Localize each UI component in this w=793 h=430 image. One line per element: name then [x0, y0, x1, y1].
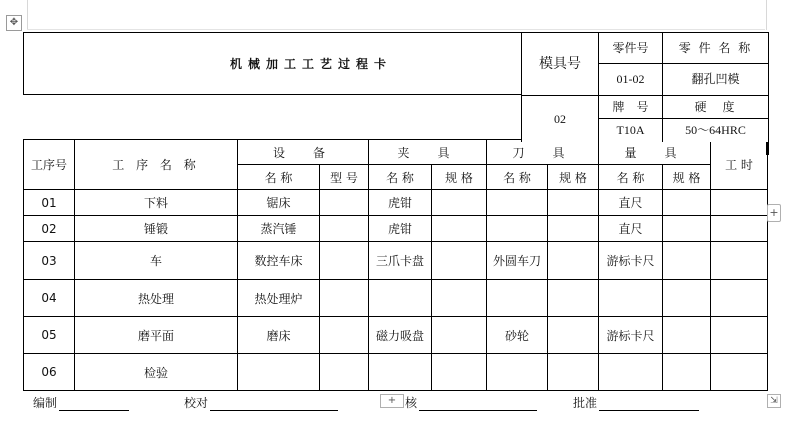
part-no-label[interactable]: 零件号: [599, 33, 663, 64]
row-name[interactable]: 下料: [75, 190, 238, 216]
row-tool-name[interactable]: 砂轮: [487, 317, 548, 354]
col-equip-model[interactable]: 型 号: [320, 165, 369, 190]
row-tool-spec[interactable]: [548, 280, 599, 317]
col-hours[interactable]: 工 时: [711, 140, 768, 190]
row-hours[interactable]: [711, 317, 768, 354]
row-hours[interactable]: [711, 242, 768, 280]
row-fixture-name[interactable]: 虎钳: [369, 190, 432, 216]
card-title[interactable]: 机械加工工艺过程卡: [24, 33, 599, 95]
row-gauge-name[interactable]: [599, 280, 663, 317]
row-fixture-name[interactable]: [369, 280, 432, 317]
material-value[interactable]: T10A: [599, 119, 663, 142]
row-tool-name[interactable]: [487, 280, 548, 317]
row-hours[interactable]: [711, 190, 768, 216]
row-equip-name[interactable]: 锯床: [238, 190, 320, 216]
row-gauge-name[interactable]: 直尺: [599, 216, 663, 242]
row-tool-spec[interactable]: [548, 216, 599, 242]
row-equip-name[interactable]: 热处理炉: [238, 280, 320, 317]
row-equip-name[interactable]: 蒸汽锤: [238, 216, 320, 242]
row-fixture-name[interactable]: 三爪卡盘: [369, 242, 432, 280]
hardness-value[interactable]: 50～64HRC: [685, 123, 746, 137]
row-no[interactable]: 06: [24, 354, 75, 391]
row-no[interactable]: 02: [24, 216, 75, 242]
row-tool-name[interactable]: [487, 190, 548, 216]
col-equip-name[interactable]: 名 称: [238, 165, 320, 190]
mold-no-label[interactable]: 模具号: [522, 33, 599, 96]
row-equip-model[interactable]: [320, 280, 369, 317]
col-process-no[interactable]: 工序号: [24, 140, 75, 190]
row-hours[interactable]: [711, 354, 768, 391]
part-name-label[interactable]: 零 件 名 称: [663, 33, 768, 64]
header-grid: [521, 32, 769, 142]
row-equip-name[interactable]: 磨床: [238, 317, 320, 354]
row-tool-name[interactable]: [487, 216, 548, 242]
part-no-value[interactable]: 01-02: [599, 64, 663, 96]
row-fixture-spec[interactable]: [432, 280, 487, 317]
page-margin-line: [27, 29, 765, 30]
col-fixture[interactable]: 夹 具: [369, 140, 487, 165]
row-hours[interactable]: [711, 280, 768, 317]
row-gauge-spec[interactable]: [663, 242, 711, 280]
material-label[interactable]: 牌 号: [599, 96, 663, 119]
row-fixture-spec[interactable]: [432, 354, 487, 391]
col-tool-name[interactable]: 名 称: [487, 165, 548, 190]
table-row: [24, 216, 768, 242]
signature-check-label: 校对: [184, 396, 209, 410]
signature-compile-line[interactable]: [59, 396, 129, 411]
signature-compile-label: 编制: [33, 396, 58, 410]
row-gauge-name[interactable]: [599, 354, 663, 391]
signature-review-label: 核: [405, 396, 418, 410]
row-gauge-name[interactable]: 游标卡尺: [599, 317, 663, 354]
row-gauge-spec[interactable]: [663, 317, 711, 354]
col-tool[interactable]: 刀 具: [487, 140, 599, 165]
row-equip-model[interactable]: [320, 317, 369, 354]
row-fixture-name[interactable]: [369, 354, 432, 391]
row-gauge-spec[interactable]: [663, 216, 711, 242]
row-tool-spec[interactable]: [548, 317, 599, 354]
table-move-handle-icon[interactable]: ✥: [6, 15, 22, 31]
row-gauge-name[interactable]: 游标卡尺: [599, 242, 663, 280]
row-name[interactable]: 检验: [75, 354, 238, 391]
signature-approve-line[interactable]: [599, 396, 699, 411]
hardness-label[interactable]: 硬 度: [663, 96, 768, 119]
row-equip-model[interactable]: [320, 354, 369, 391]
row-name[interactable]: 磨平面: [75, 317, 238, 354]
col-gauge-name[interactable]: 名 称: [599, 165, 663, 190]
row-equip-model[interactable]: [320, 190, 369, 216]
part-name-value[interactable]: 翻孔凹模: [663, 64, 768, 96]
add-row-button[interactable]: +: [767, 204, 781, 222]
row-fixture-spec[interactable]: [432, 317, 487, 354]
row-gauge-name[interactable]: 直尺: [599, 190, 663, 216]
row-name[interactable]: 锤锻: [75, 216, 238, 242]
col-gauge-spec[interactable]: 规 格: [663, 165, 711, 190]
signature-approve-label: 批准: [573, 396, 598, 410]
row-gauge-spec[interactable]: [663, 354, 711, 391]
signature-compile: [33, 394, 129, 411]
table-row: [24, 280, 768, 317]
row-no[interactable]: 01: [24, 190, 75, 216]
table-row: [24, 354, 768, 391]
row-tool-spec[interactable]: [548, 190, 599, 216]
mold-no-value[interactable]: 02: [522, 96, 599, 142]
table-row: [24, 242, 768, 280]
signature-review: [405, 394, 537, 411]
row-equip-name[interactable]: 数控车床: [238, 242, 320, 280]
row-fixture-spec[interactable]: [432, 242, 487, 280]
text-cursor: [766, 142, 769, 155]
col-equipment[interactable]: 设 备: [238, 140, 369, 165]
col-fixture-name[interactable]: 名 称: [369, 165, 432, 190]
row-hours[interactable]: [711, 216, 768, 242]
col-tool-spec[interactable]: 规 格: [548, 165, 599, 190]
signature-check-line[interactable]: [210, 396, 338, 411]
signature-review-line[interactable]: [419, 396, 537, 411]
row-tool-name[interactable]: 外圆车刀: [487, 242, 548, 280]
table-row: [24, 190, 768, 216]
row-fixture-name[interactable]: 虎钳: [369, 216, 432, 242]
row-no[interactable]: 03: [24, 242, 75, 280]
row-name[interactable]: 热处理: [75, 280, 238, 317]
row-gauge-spec[interactable]: [663, 190, 711, 216]
signature-approve: [573, 394, 699, 411]
row-tool-spec[interactable]: [548, 242, 599, 280]
row-tool-spec[interactable]: [548, 354, 599, 391]
signature-check: [184, 394, 338, 411]
row-no[interactable]: 05: [24, 317, 75, 354]
row-no[interactable]: 04: [24, 280, 75, 317]
col-fixture-spec[interactable]: 规 格: [432, 165, 487, 190]
row-fixture-spec[interactable]: [432, 190, 487, 216]
col-gauge[interactable]: 量 具: [599, 140, 711, 165]
row-fixture-name[interactable]: 磁力吸盘: [369, 317, 432, 354]
row-equip-model[interactable]: [320, 216, 369, 242]
page-margin-top: [27, 0, 767, 30]
add-column-button[interactable]: +: [380, 394, 404, 408]
row-equip-model[interactable]: [320, 242, 369, 280]
table-resize-handle-icon[interactable]: ⇲: [767, 394, 781, 408]
col-process-name[interactable]: 工 序 名 称: [75, 140, 238, 190]
row-tool-name[interactable]: [487, 354, 548, 391]
row-gauge-spec[interactable]: [663, 280, 711, 317]
row-equip-name[interactable]: [238, 354, 320, 391]
row-name[interactable]: 车: [75, 242, 238, 280]
table-row: [24, 317, 768, 354]
row-fixture-spec[interactable]: [432, 216, 487, 242]
